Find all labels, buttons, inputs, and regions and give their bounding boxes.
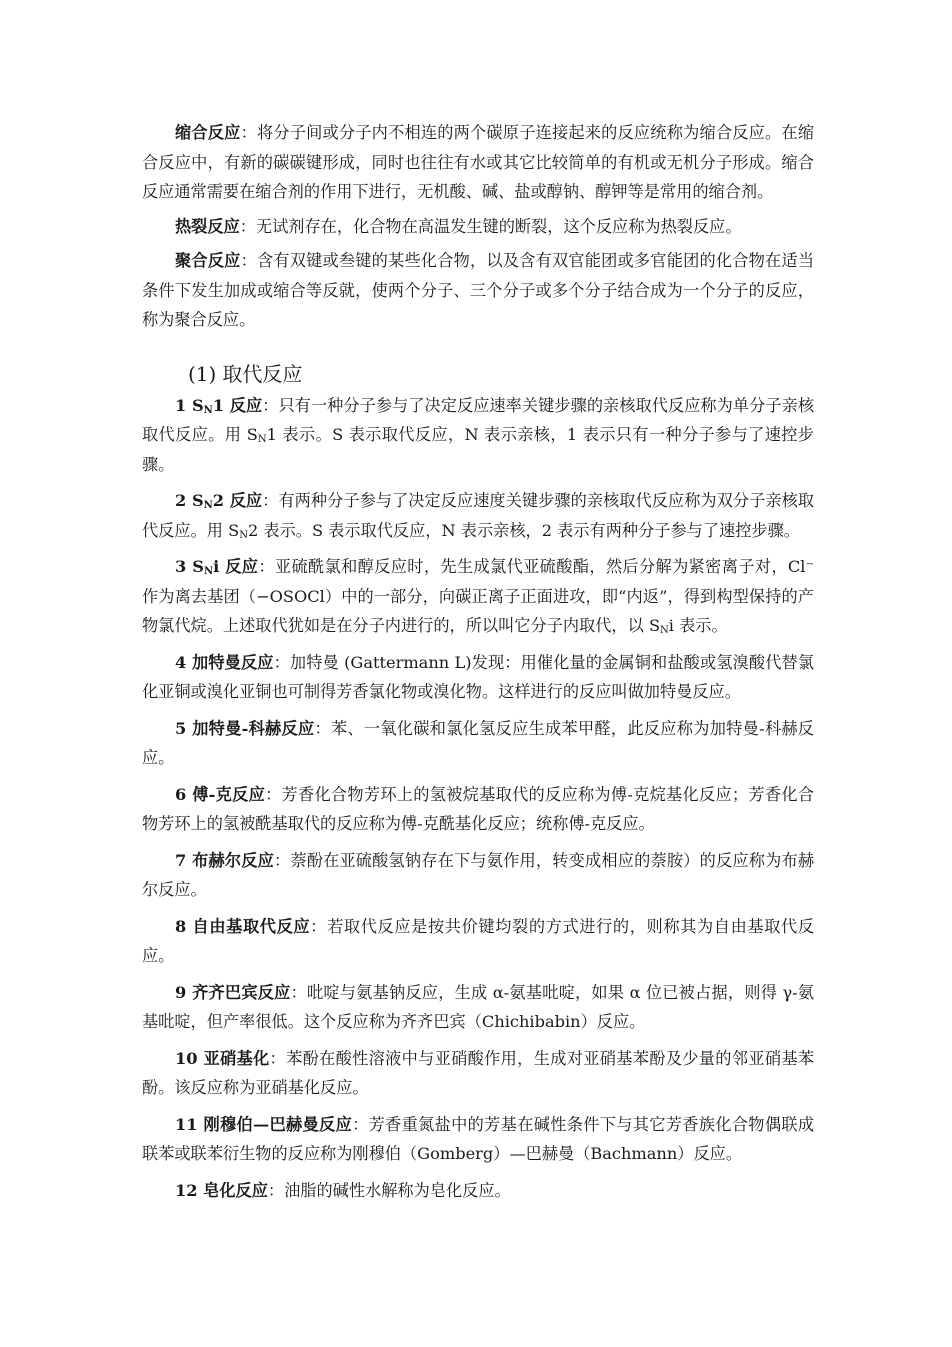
list-item: 10 亚硝基化：苯酚在酸性溶液中与亚硝酸作用，生成对亚硝基苯酚及少量的邻亚硝基苯酚。该反应称为亚硝基化反应。 <box>142 1048 815 1097</box>
list-item: 2 $S_N2$ 反应：有两种分子参与了决定反应速度关键步骤的亲核取代反应称为双分子亲核取代反应。用 $S_N2$ 表示。S 表示取代反应，N 表示亲核，2 表示有两种分子参与了速控步骤。 <box>142 491 815 541</box>
term: 7 布赫尔反应 <box>175 850 274 870</box>
term: 11 刚穆伯—巴赫曼反应 <box>175 1114 353 1134</box>
term: 6 傅-克反应 <box>175 784 266 804</box>
list-item: 6 傅-克反应：芳香化合物芳环上的氢被烷基取代的反应称为傅-克烷基化反应；芳香化合物芳环上的氢被酰基取代的反应称为傅-克酰基化反应；统称傅-克反应。 <box>142 784 814 833</box>
term: 3 $S_Ni$ 反应 <box>175 557 259 577</box>
list-item: 8 自由基取代反应：若取代反应是按共价键均裂的方式进行的，则称其为自由基取代反应。 <box>142 916 815 965</box>
list-item: 9 齐齐巴宾反应：吡啶与氨基钠反应，生成 α-氨基吡啶，如果 α 位已被占据，则得 γ-氨基吡啶，但产率很低。这个反应称为齐齐巴宾（Chichibabin）反应。 <box>142 982 815 1031</box>
list-item: 5 加特曼-科赫反应：苯、一氧化碳和氯化氢反应生成苯甲醛，此反应称为加特曼-科赫反应。 <box>142 718 814 767</box>
paragraph-text: 将分子间或分子内不相连的两个碳原子连接起来的反应统称为缩合反应。在缩合反应中，有新的碳碳键形成，同时也往往有水或其它比较简单的有机或无机分子形成。缩合反应通常需要在缩合剂的作用下进行，无机酸、碱、盐或醇钠、醇钾等是常用的缩合剂。 <box>142 123 815 201</box>
term: 2 $S_N2$ 反应 <box>175 491 263 511</box>
list-item: 4 加特曼反应：加特曼 (Gattermann L)发现：用催化量的金属铜和盐酸或氢溴酸代替氯化亚铜或溴化亚铜也可制得芳香氯化物或溴化物。这样进行的反应叫做加特曼反应。 <box>142 652 815 701</box>
section-title: 取代反应 <box>222 361 303 386</box>
term: 热裂反应 <box>175 216 240 236</box>
paragraph-condensation: 缩合反应：将分子间或分子内不相连的两个碳原子连接起来的反应统称为缩合反应。在缩合反应中，有新的碳碳键形成，同时也往往有水或其它比较简单的有机或无机分子形成。缩合反应通常需要在缩合剂的作用下进行，无机酸、碱、盐或醇钠、醇钾等是常用的缩合剂。 <box>142 123 815 201</box>
term: 8 自由基取代反应 <box>175 916 311 936</box>
paragraph-polymerization: 聚合反应：含有双键或叁键的某些化合物，以及含有双官能团或多官能团的化合物在适当条件下发生加成或缩合等反就，使两个分子、三个分子或多个分子结合成为一个分子的反应，称为聚合反应。 <box>142 251 815 329</box>
term: 5 加特曼-科赫反应 <box>175 718 315 738</box>
paragraph-text: 无试剂存在，化合物在高温发生键的断裂，这个反应称为热裂反应。 <box>255 216 742 236</box>
document-page <box>142 118 814 1212</box>
list-item: 3 $S_Ni$ 反应：亚硫酰氯和醇反应时，先生成氯代亚硫酸酯，然后分解为紧密离子对，Cl⁻作为离去基团（−OSOCl）中的一部分，向碳正离子正面进攻，即“内返”，得到构型保持的产物氯代烷。上述取代犹如是在分子内进行的，所以叫它分子内取代，以 $S_Ni$ 表示。 <box>142 557 815 636</box>
paragraph-pyrolysis: 热裂反应：无试剂存在，化合物在高温发生键的断裂，这个反应称为热裂反应。 <box>175 216 742 236</box>
paragraph-text: 含有双键或叁键的某些化合物，以及含有双官能团或多官能团的化合物在适当条件下发生加成或缩合等反就，使两个分子、三个分子或多个分子结合成为一个分子的反应，称为聚合反应。 <box>142 251 815 329</box>
term: 1 $S_N1$ 反应 <box>175 395 263 416</box>
list-item: 12 皂化反应：油脂的碱性水解称为皂化反应。 <box>175 1180 511 1200</box>
term: 10 亚硝基化 <box>175 1048 270 1068</box>
term: 缩合反应 <box>175 123 241 142</box>
section-heading <box>142 359 814 389</box>
section-number: (1) <box>188 361 217 386</box>
list-item: 1 $S_N1$ 反应：只有一种分子参与了决定反应速率关键步骤的亲核取代反应称为单分子亲核取代反应。用 $S_N1$ 表示。S 表示取代反应，N 表示亲核，1 表示只有一种分子参与了速控步骤。 <box>142 395 815 474</box>
term: 4 加特曼反应 <box>175 652 274 672</box>
term: 9 齐齐巴宾反应 <box>175 982 291 1002</box>
term: 12 皂化反应 <box>175 1180 268 1200</box>
list-item: 11 刚穆伯—巴赫曼反应：芳香重氮盐中的芳基在碱性条件下与其它芳香族化合物偶联成联苯或联苯衍生物的反应称为刚穆伯（Gomberg）—巴赫曼（Bachmann）反应。 <box>142 1114 815 1163</box>
list-item: 7 布赫尔反应：萘酚在亚硫酸氢钠存在下与氨作用，转变成相应的萘胺）的反应称为布赫尔反应。 <box>142 850 815 899</box>
term: 聚合反应 <box>175 251 241 270</box>
